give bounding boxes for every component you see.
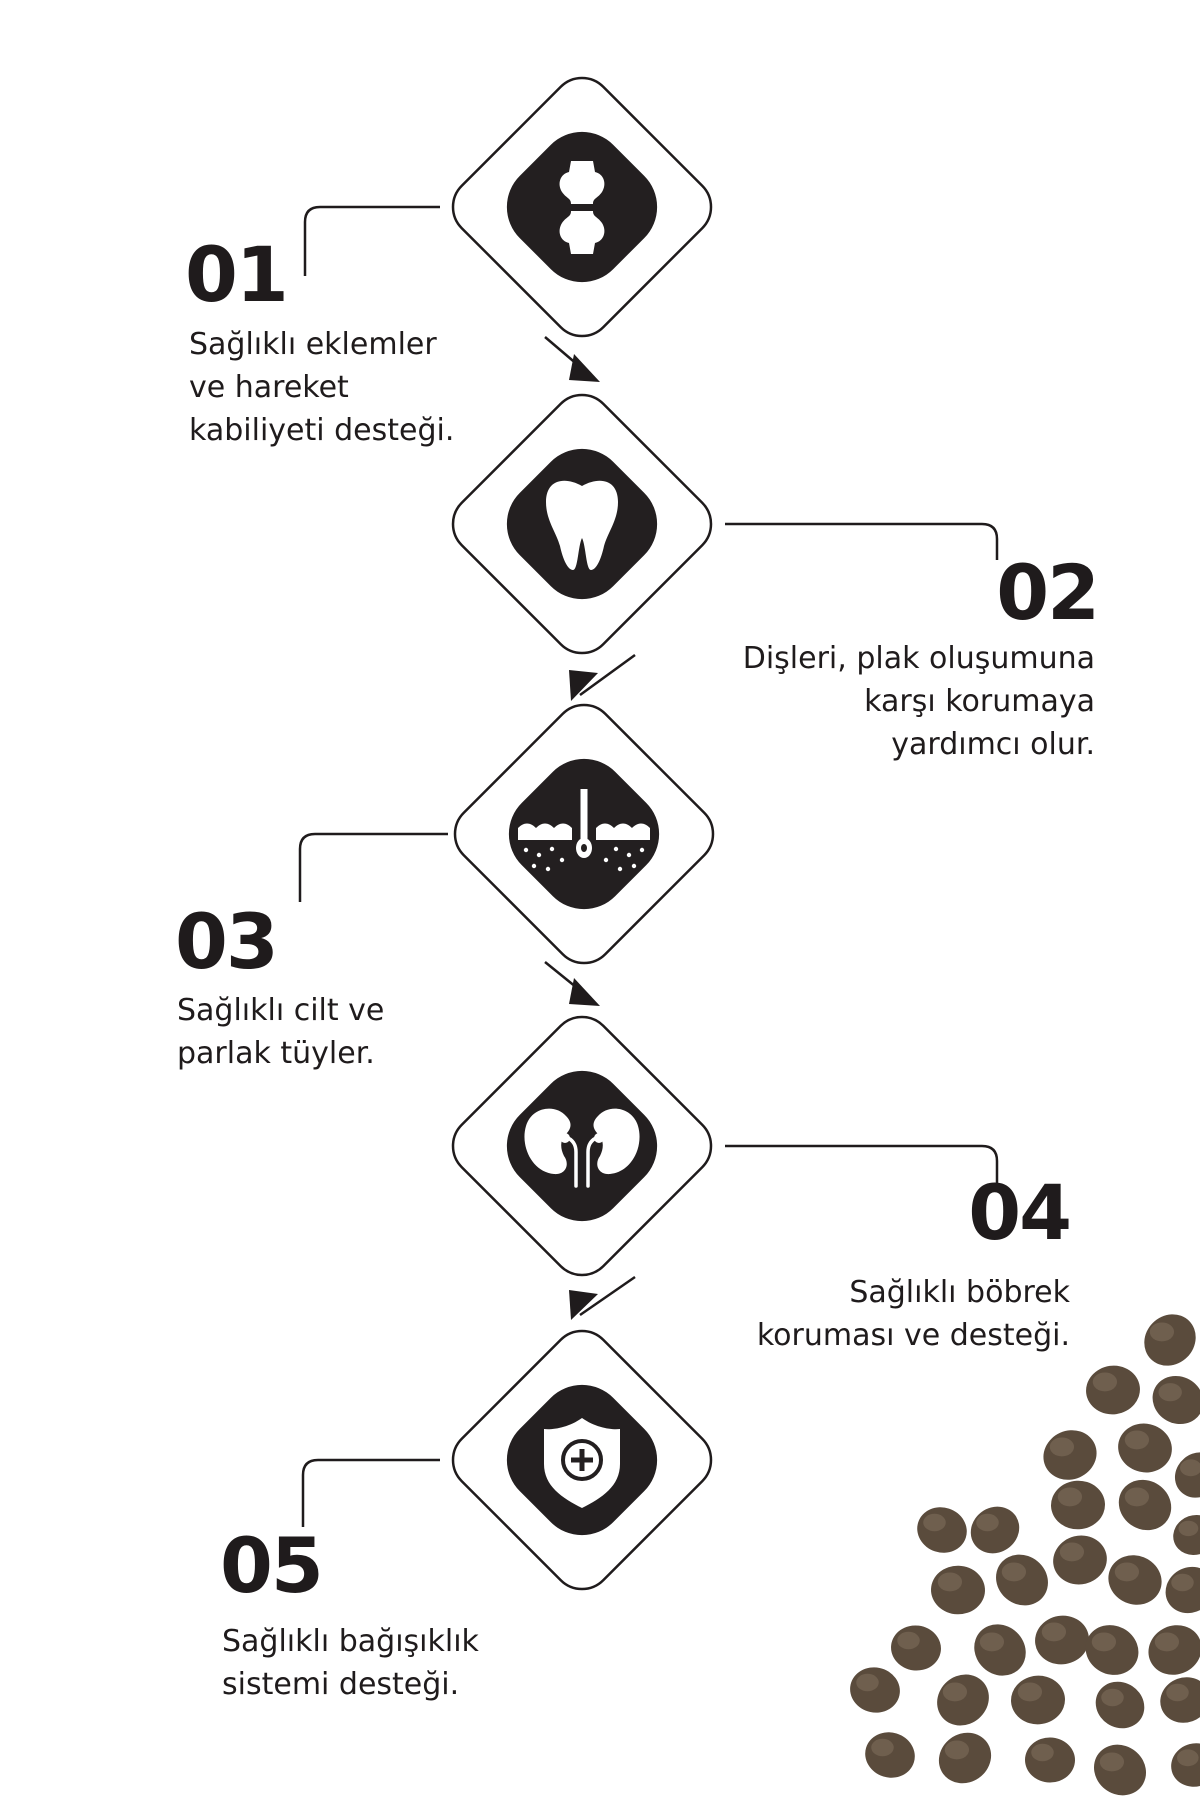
kibble-piece — [1077, 1616, 1147, 1684]
step-description-03 — [177, 989, 384, 1075]
step-01-line-2: ve hareket — [189, 370, 349, 405]
step-02-line-1: Dişleri, plak oluşumuna — [742, 641, 1095, 676]
step-02-line-2: karşı korumaya — [864, 684, 1095, 719]
step-number-05: 05 — [220, 1521, 322, 1610]
kibble-piece — [1035, 1422, 1104, 1488]
step-04-line-2: koruması ve desteği. — [756, 1318, 1070, 1353]
kibble-piece — [1050, 1479, 1106, 1530]
step-description-05 — [222, 1620, 479, 1706]
diamond-fill-1 — [489, 114, 676, 301]
kibble-highlight — [897, 1632, 920, 1650]
leader-line-1 — [305, 207, 440, 276]
kibble-highlight — [976, 1514, 999, 1532]
kibble-highlight — [1101, 1689, 1124, 1707]
kibble-piece — [962, 1497, 1029, 1563]
kibble-piece — [927, 1664, 1000, 1736]
kibble-highlight — [1092, 1632, 1116, 1651]
kibble-highlight — [1166, 1684, 1189, 1702]
step-number-02: 02 — [996, 548, 1098, 637]
step-number-03: 03 — [175, 897, 277, 986]
kibble-highlight — [1042, 1622, 1066, 1641]
step-description-04 — [757, 1271, 1070, 1357]
leader-line-5 — [303, 1460, 440, 1527]
kibble-piece — [1048, 1530, 1112, 1590]
kibble-piece — [1087, 1673, 1153, 1738]
kibble-piece — [1109, 1470, 1181, 1540]
kibble-highlight — [1050, 1437, 1074, 1456]
leader-line-3 — [300, 834, 448, 902]
step-02-line-3: yardımcı olur. — [891, 727, 1095, 762]
step-number-04: 04 — [968, 1168, 1070, 1257]
step-03-line-1: Sağlıklı cilt ve — [177, 993, 385, 1028]
kibble-piece — [986, 1544, 1059, 1616]
kibble-highlight — [1100, 1752, 1124, 1771]
kibble-highlight — [1115, 1562, 1139, 1581]
kibble-highlight — [1155, 1632, 1179, 1651]
kibble-piece — [929, 1722, 1001, 1793]
step-01-line-1: Sağlıklı eklemler — [189, 327, 437, 362]
kibble-piece — [888, 1623, 943, 1674]
kibble-highlight — [1060, 1542, 1084, 1561]
kibble-highlight — [1125, 1487, 1149, 1506]
kibble-highlight — [980, 1632, 1004, 1651]
step-03-line-2: parlak tüyler. — [177, 1036, 375, 1071]
kibble-piece — [1025, 1737, 1076, 1783]
kibble-highlight — [1177, 1749, 1199, 1766]
kibble-highlight — [945, 1740, 969, 1759]
leader-line-4 — [725, 1146, 997, 1183]
step-05-line-1: Sağlıklı bağışıklık — [222, 1624, 479, 1659]
kibble-highlight — [1031, 1744, 1054, 1762]
kibble-piece — [846, 1663, 904, 1717]
kibble-highlight — [1058, 1487, 1082, 1506]
step-01-line-3: kabiliyeti desteği. — [189, 413, 455, 448]
kibble-highlight — [1093, 1372, 1117, 1391]
step-description-02 — [743, 637, 1095, 766]
arrowhead-3 — [569, 978, 600, 1006]
kibble-highlight — [1002, 1562, 1026, 1581]
kibble-highlight — [938, 1572, 962, 1591]
kibble-piece — [860, 1726, 921, 1784]
kibble-highlight — [1179, 1521, 1199, 1536]
step-description-01 — [189, 323, 454, 452]
kibble-piece — [911, 1501, 972, 1559]
kibble-piece — [1009, 1674, 1066, 1726]
kibble-piece — [1101, 1547, 1170, 1613]
kibble-highlight — [856, 1674, 879, 1692]
leader-line-2 — [725, 524, 997, 560]
kibble-highlight — [1171, 1574, 1194, 1592]
arrowhead-1 — [569, 354, 600, 382]
kibble-highlight — [1018, 1682, 1042, 1701]
kibble-highlight — [1150, 1322, 1174, 1341]
kibble-piece — [964, 1614, 1037, 1686]
kibble-photo — [846, 1304, 1200, 1800]
kibble-piece — [1032, 1612, 1093, 1668]
kibble-highlight — [943, 1682, 967, 1701]
kibble-highlight — [1159, 1383, 1182, 1401]
step-04-line-1: Sağlıklı böbrek — [849, 1275, 1070, 1310]
kibble-piece — [930, 1565, 986, 1615]
diamond-fill-4 — [489, 1053, 676, 1240]
kibble-piece — [1113, 1418, 1177, 1478]
kibble-highlight — [871, 1739, 894, 1757]
step-05-line-2: sistemi desteği. — [222, 1667, 460, 1702]
kibble-highlight — [923, 1514, 946, 1532]
kibble-piece — [1083, 1362, 1143, 1418]
step-number-01: 01 — [185, 230, 287, 319]
kibble-highlight — [1125, 1430, 1149, 1449]
